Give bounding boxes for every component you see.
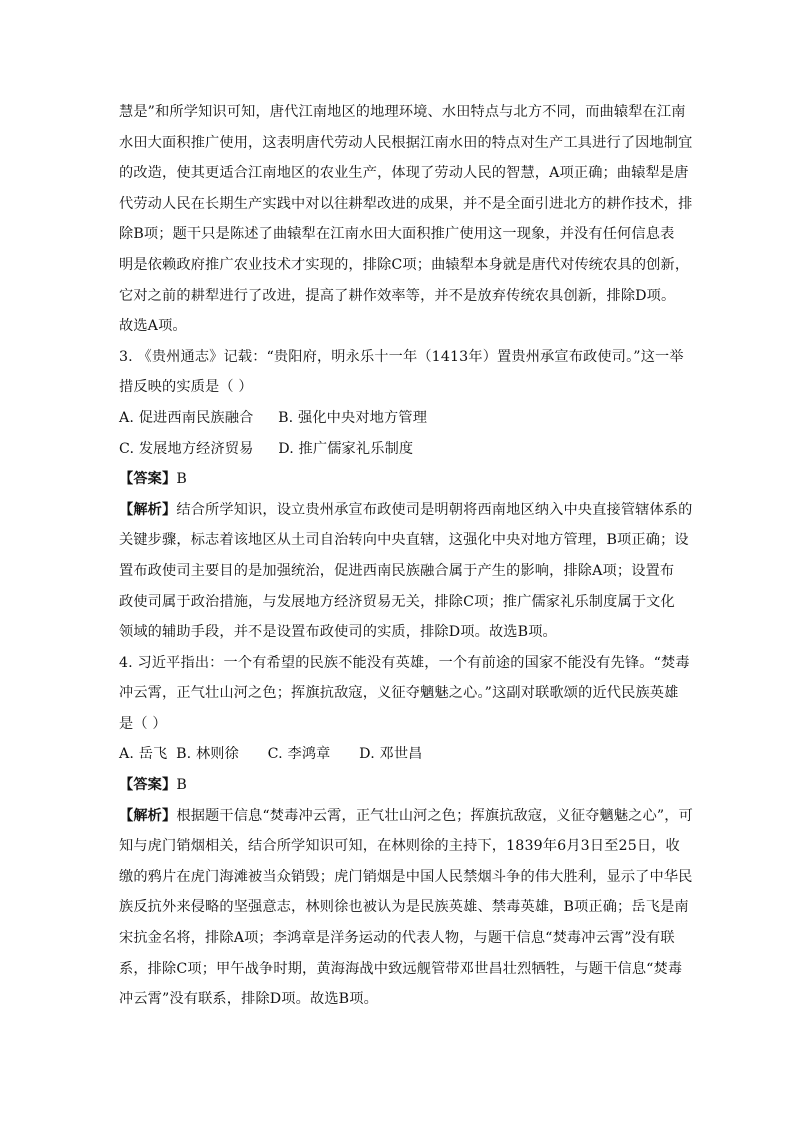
option-b: B. 林则徐 — [176, 746, 239, 763]
analysis-line: 系，排除C项；甲午战争时期，黄海海战中致远舰管带邓世昌壮烈牺牲，与题干信息“焚毒 — [119, 960, 683, 977]
analysis-tag: 【解析】 — [119, 501, 177, 518]
analysis-line — [119, 495, 693, 526]
options-row — [119, 739, 679, 770]
analysis-line: 政使司属于政治措施，与发展地方经济贸易无关，排除C项；推广儒家礼乐制度属于文化 — [119, 593, 675, 610]
question-stem-line: 是（ ） — [119, 715, 167, 732]
paragraph-line: 水田大面积推广使用，这表明唐代劳动人民根据江南水田的特点对生产工具进行了因地制宜 — [119, 134, 693, 151]
analysis-text: 结合所学知识，设立贵州承宣布政使司是明朝将西南地区纳入中央直接管辖体系的 — [176, 501, 693, 518]
analysis-line: 缴的鸦片在虎门海滩被当众销毁；虎门销烟是中国人民禁烟斗争的伟大胜利，显示了中华民 — [119, 868, 693, 885]
answer-tag: 【答案】 — [119, 777, 177, 794]
answer-tag: 【答案】 — [119, 471, 177, 488]
question-stem-line: 4. 习近平指出：一个有希望的民族不能没有英雄，一个有前途的国家不能没有先锋。“焚毒 — [119, 654, 690, 671]
answer-line — [119, 770, 679, 801]
option-c: C. 发展地方经济贸易 — [119, 440, 254, 457]
analysis-line — [119, 801, 693, 832]
page-content — [119, 97, 693, 1015]
paragraph-line: 的改造，使其更适合江南地区的农业生产，体现了劳动人民的智慧，A项正确；曲辕犁是唐 — [119, 165, 689, 182]
option-d: D. 推广儒家礼乐制度 — [278, 440, 414, 457]
analysis-line: 宋抗金名将，排除A项；李鸿章是洋务运动的代表人物，与题干信息“焚毒冲云霄”没有联 — [119, 930, 675, 947]
previous-analysis-continuation — [119, 97, 693, 342]
option-c: C. 李鸿章 — [267, 746, 331, 763]
analysis-block — [119, 801, 693, 1015]
question-3 — [119, 342, 693, 648]
paragraph-line: 除B项；题干只是陈述了曲辕犁在江南水田大面积推广使用这一现象，并没有任何信息表 — [119, 226, 675, 243]
analysis-text: 根据题干信息“焚毒冲云霄，正气壮山河之色；挥旗抗敌寇，义征夺魑魅之心”，可 — [176, 807, 693, 824]
paragraph-line: 代劳动人民在长期生产实践中对以往耕犁改进的成果，并不是全面引进北方的耕作技术，排 — [119, 195, 693, 212]
option-b: B. 强化中央对地方管理 — [278, 409, 428, 426]
question-stem-line: 冲云霄，正气壮山河之色；挥旗抗敌寇，义征夺魑魅之心。”这副对联歌颂的近代民族英雄 — [119, 685, 679, 702]
analysis-line: 知与虎门销烟相关，结合所学知识可知，在林则徐的主持下，1839年6月3日至25日，收 — [119, 838, 680, 855]
paragraph-line: 明是依赖政府推广农业技术才实现的，排除C项；曲辕犁本身就是唐代对传统农具的创新， — [119, 256, 690, 273]
analysis-line: 领域的辅助手段，并不是设置布政使司的实质，排除D项。故选B项。 — [119, 624, 557, 641]
analysis-line: 关键步骤，标志着该地区从土司自治转向中央直辖，这强化中央对地方管理，B项正确；设 — [119, 532, 689, 549]
question-4 — [119, 648, 693, 1015]
option-a: A. 促进西南民族融合 — [119, 409, 254, 426]
question-stem-line: 3. 《贵州通志》记载：“贵阳府，明永乐十一年（1413年）置贵州承宣布政使司。”这一举 — [119, 348, 684, 365]
analysis-line: 冲云霄”没有联系，排除D项。故选B项。 — [119, 991, 378, 1008]
answer-line — [119, 464, 679, 495]
option-a: A. 岳飞 — [119, 746, 168, 763]
analysis-line: 族反抗外来侵略的坚强意志，林则徐也被认为是民族英雄、禁毒英雄，B项正确；岳飞是南 — [119, 899, 689, 916]
option-d: D. 邓世昌 — [359, 746, 423, 763]
answer-value: B — [176, 777, 187, 794]
question-stem-line: 措反映的实质是（ ） — [119, 379, 253, 396]
analysis-line: 置布政使司主要目的是加强统治，促进西南民族融合属于产生的影响，排除A项；设置布 — [119, 562, 675, 579]
analysis-block — [119, 495, 693, 648]
options-row — [119, 434, 679, 465]
options-row — [119, 403, 679, 434]
paragraph-line: 慧是”和所学知识可知，唐代江南地区的地理环境、水田特点与北方不同，而曲辕犁在江南 — [119, 104, 686, 120]
paragraph-line: 它对之前的耕犁进行了改进，提高了耕作效率等，并不是放弃传统农具创新，排除D项。 — [119, 287, 676, 304]
paragraph-line: 故选A项。 — [119, 318, 187, 335]
analysis-tag: 【解析】 — [119, 807, 177, 824]
answer-value: B — [176, 471, 187, 488]
